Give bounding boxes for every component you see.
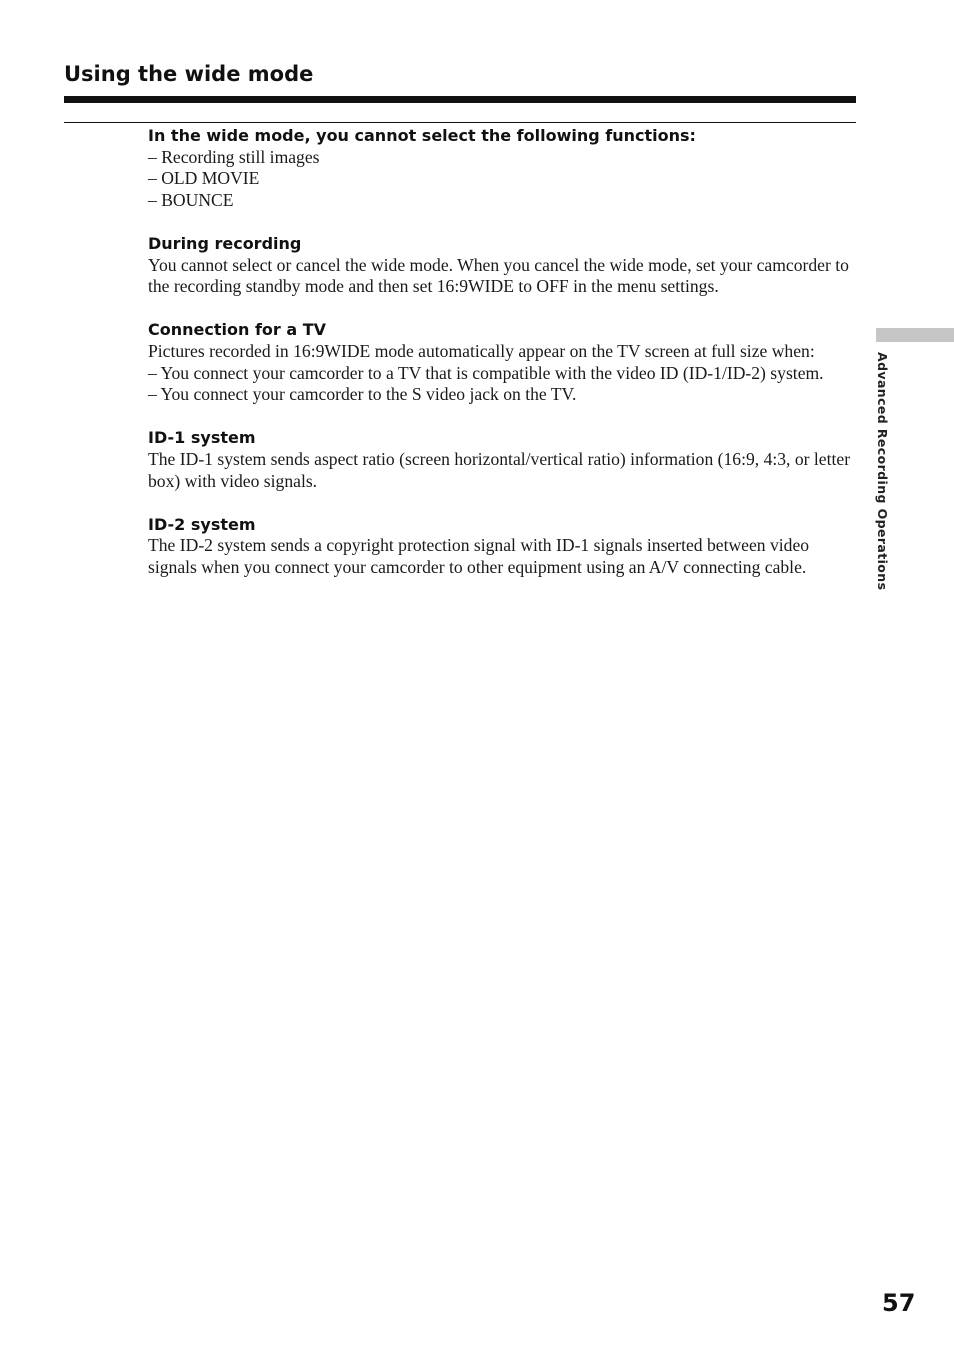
section-paragraph: Pictures recorded in 16:9WIDE mode automatically appear on the TV screen at full size when: xyxy=(148,340,815,361)
section-heading: ID-1 system xyxy=(148,428,256,448)
list-item: – You connect your camcorder to a TV that is compatible with the video ID (ID-1/ID-2) system. xyxy=(148,362,824,383)
function-list xyxy=(148,147,854,212)
chapter-side-label: Advanced Recording Operations xyxy=(875,352,890,591)
section-id2-system xyxy=(148,514,854,579)
section-unavailable-functions xyxy=(148,125,854,211)
list-item: – OLD MOVIE xyxy=(148,168,260,189)
section-paragraph: The ID-1 system sends aspect ratio (screen horizontal/vertical ratio) information (16:9, 4:3, or letter box) with video signals. xyxy=(148,448,851,491)
section-heading: Connection for a TV xyxy=(148,320,327,340)
section-heading: During recording xyxy=(148,233,302,253)
content xyxy=(148,125,854,600)
section-paragraph: You cannot select or cancel the wide mode. When you cancel the wide mode, set your camcorder to the recording standby mode and then set 16:9WIDE to OFF in the menu settings. xyxy=(148,254,849,297)
section-heading: ID-2 system xyxy=(148,514,256,534)
section-connection-tv xyxy=(148,319,854,405)
section-paragraph: The ID-2 system sends a copyright protection signal with ID-1 signals inserted between video signals when you connect your camcorder to other equipment using an A/V connecting cable. xyxy=(148,535,810,577)
section-during-recording xyxy=(148,233,854,298)
page-number: 57 xyxy=(882,1289,916,1317)
section-id1-system xyxy=(148,427,854,492)
list-item: – BOUNCE xyxy=(148,189,234,210)
condition-list xyxy=(148,363,854,406)
chapter-tab-marker xyxy=(876,328,954,342)
list-item: – Recording still images xyxy=(148,146,320,167)
page-title: Using the wide mode xyxy=(64,62,314,86)
list-item: – You connect your camcorder to the S video jack on the TV. xyxy=(148,384,577,405)
section-heading: In the wide mode, you cannot select the following functions: xyxy=(148,126,696,145)
title-rule-thin xyxy=(64,122,856,123)
title-rule-thick xyxy=(64,96,856,103)
